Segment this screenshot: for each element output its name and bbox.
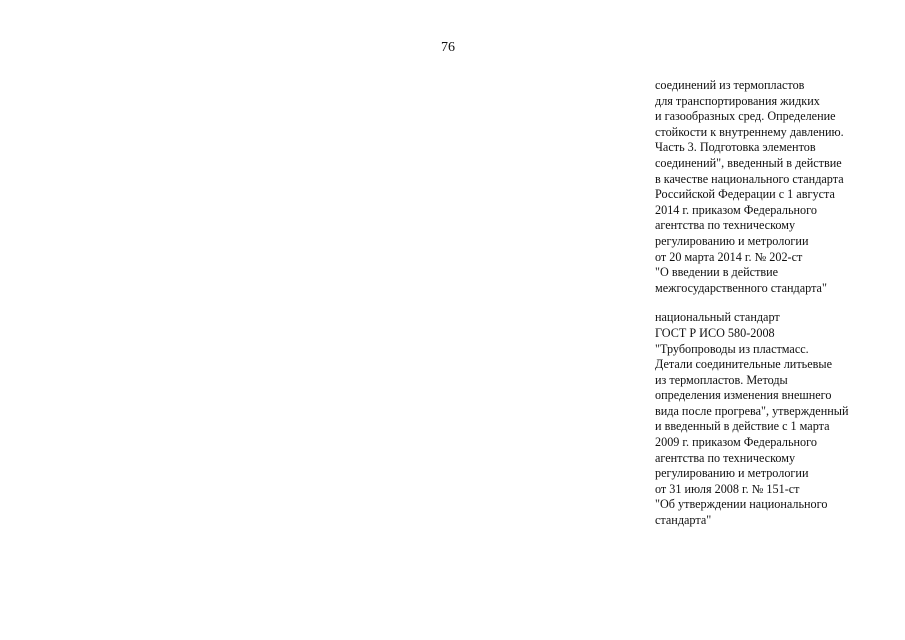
text-line: Детали соединительные литьевые <box>655 357 832 372</box>
text-line: "О введении в действие <box>655 265 779 280</box>
text-block-second <box>655 310 900 528</box>
page-number: 76 <box>441 40 455 55</box>
text-line: от 31 июля 2008 г. № 151-ст <box>655 481 800 496</box>
text-line: соединений", введенный в действие <box>655 155 842 170</box>
text-line: вида после прогрева", утвержденный <box>655 403 849 418</box>
text-line: 2014 г. приказом Федерального <box>655 202 817 217</box>
text-line: Российской Федерации с 1 августа <box>655 187 835 202</box>
text-line: межгосударственного стандарта" <box>655 280 827 295</box>
text-line: в качестве национального стандарта <box>655 171 844 186</box>
text-line: определения изменения внешнего <box>655 388 832 403</box>
text-line: соединений из термопластов <box>655 78 805 92</box>
text-column <box>655 78 900 529</box>
text-line: "Об утверждении национального <box>655 497 828 512</box>
text-line: Часть 3. Подготовка элементов <box>655 140 816 155</box>
text-line: "Трубопроводы из пластмасс. <box>655 341 809 356</box>
text-line: для транспортирования жидких <box>655 93 820 108</box>
text-line: регулированию и метрологии <box>655 233 809 248</box>
text-line: стандарта" <box>655 513 712 528</box>
text-line: агентства по техническому <box>655 450 796 465</box>
text-line: от 20 марта 2014 г. № 202-ст <box>655 249 803 264</box>
text-block-first <box>655 78 900 296</box>
text-line: 2009 г. приказом Федерального <box>655 435 817 450</box>
text-line: и введенный в действие с 1 марта <box>655 419 830 434</box>
text-line: национальный стандарт <box>655 310 780 325</box>
text-line: агентства по техническому <box>655 218 796 233</box>
text-line: из термопластов. Методы <box>655 372 788 387</box>
text-line: ГОСТ Р ИСО 580-2008 <box>655 325 775 340</box>
text-line: и газообразных сред. Определение <box>655 109 836 124</box>
text-line: стойкости к внутреннему давлению. <box>655 124 844 139</box>
text-line: регулированию и метрологии <box>655 466 809 481</box>
